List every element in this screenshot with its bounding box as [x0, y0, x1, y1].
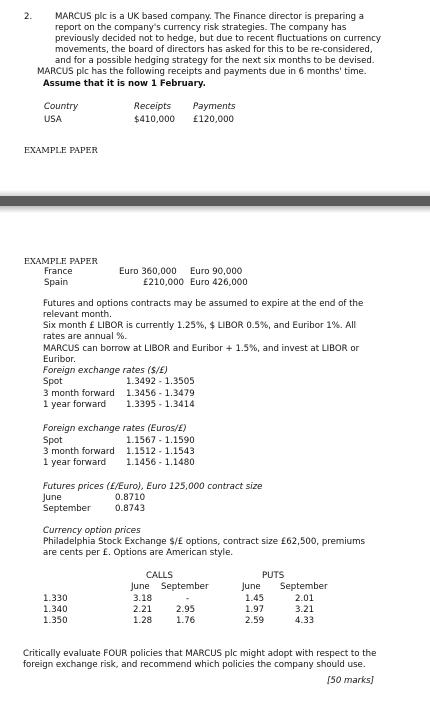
- row-usa-payments: £120,000: [193, 115, 235, 125]
- row-usa-country: USA: [44, 115, 62, 125]
- page-break-band: [0, 196, 430, 206]
- put-june-3: 2.59: [245, 616, 265, 626]
- fx-eur-1y-value: 1.1456 - 1.1480: [126, 458, 195, 468]
- puts-sep-header: September: [280, 582, 328, 592]
- calls-header: CALLS: [146, 571, 173, 581]
- futures-note-2: relevant month.: [43, 310, 112, 320]
- intro-line-1: MARCUS plc is a UK based company. The Finance director is preparing a: [55, 12, 365, 22]
- call-sep-3: 1.76: [176, 616, 196, 626]
- fx-usd-1y-value: 1.3395 - 1.3414: [126, 400, 195, 410]
- fx-usd-3m-value: 1.3456 - 1.3479: [126, 389, 195, 399]
- fx-eur-title: Foreign exchange rates (Euros/£): [43, 424, 187, 434]
- fx-eur-1y-label: 1 year forward: [43, 458, 107, 468]
- call-june-2: 2.21: [133, 605, 153, 615]
- futures-june-label: June: [43, 493, 62, 503]
- borrow-line-1: MARCUS can borrow at LIBOR and Euribor + 1.5%, and invest at LIBOR or: [43, 344, 360, 354]
- question-number: 2.: [24, 12, 33, 22]
- header-country: Country: [44, 102, 79, 112]
- intro-line-3: previously decided not to hedge, but due to recent fluctuations on currency: [55, 34, 381, 44]
- page-break-bottom-shadow: [0, 206, 430, 213]
- header-payments: Payments: [193, 102, 236, 112]
- fx-usd-spot-label: Spot: [43, 377, 63, 387]
- header-receipts: Receipts: [134, 102, 171, 112]
- intro-line-4: movements, the board of directors has asked for this to be re-considered,: [55, 45, 373, 55]
- assume-line: Assume that it is now 1 February.: [43, 79, 206, 89]
- libor-line-1: Six month £ LIBOR is currently 1.25%, $ LIBOR 0.5%, and Euribor 1%. All: [43, 321, 357, 331]
- futures-title: Futures prices (£/Euro), Euro 125,000 contract size: [43, 482, 263, 492]
- row-france-receipts: Euro 360,000: [119, 267, 177, 277]
- puts-header: PUTS: [262, 571, 285, 581]
- put-sep-3: 4.33: [295, 616, 315, 626]
- fx-usd-1y-label: 1 year forward: [43, 400, 107, 410]
- intro-line-2: report on the company's currency risk strategies. The company has: [55, 23, 347, 33]
- strike-1: 1.330: [43, 594, 68, 604]
- put-june-2: 1.97: [245, 605, 265, 615]
- row-spain-country: Spain: [44, 278, 69, 288]
- call-june-1: 3.18: [133, 594, 153, 604]
- fx-eur-3m-value: 1.1512 - 1.1543: [126, 447, 195, 457]
- row-spain-receipts: £210,000: [143, 278, 185, 288]
- call-sep-1: -: [186, 594, 190, 604]
- fx-eur-spot-label: Spot: [43, 436, 63, 446]
- receipts-intro: MARCUS plc has the following receipts and payments due in 6 months' time.: [37, 67, 367, 77]
- libor-line-2: rates are annual %.: [43, 332, 128, 342]
- futures-note-1: Futures and options contracts may be assumed to expire at the end of the: [43, 299, 364, 309]
- borrow-line-2: Euribor.: [43, 355, 76, 365]
- call-june-3: 1.28: [133, 616, 153, 626]
- puts-june-header: June: [242, 582, 261, 592]
- marks-label: [50 marks]: [327, 676, 374, 686]
- options-desc-1: Philadelphia Stock Exchange $/£ options, contract size £62,500, premiums: [43, 537, 365, 547]
- futures-sep-value: 0.8743: [115, 504, 146, 514]
- row-spain-payments: Euro 426,000: [190, 278, 248, 288]
- put-sep-2: 3.21: [295, 605, 315, 615]
- futures-sep-label: September: [43, 504, 91, 514]
- row-france-payments: Euro 90,000: [190, 267, 243, 277]
- futures-june-value: 0.8710: [115, 493, 146, 503]
- put-june-1: 1.45: [245, 594, 265, 604]
- row-usa-receipts: $410,000: [134, 115, 176, 125]
- fx-eur-spot-value: 1.1567 - 1.1590: [126, 436, 195, 446]
- fx-usd-spot-value: 1.3492 - 1.3505: [126, 377, 195, 387]
- requirement-line-1: Critically evaluate FOUR policies that MARCUS plc might adopt with respect to the: [23, 649, 377, 659]
- strike-3: 1.350: [43, 616, 68, 626]
- intro-line-5: and for a possible hedging strategy for the next six months to be devised.: [55, 56, 375, 66]
- call-sep-2: 2.95: [176, 605, 196, 615]
- watermark-top: EXAMPLE PAPER: [24, 145, 98, 155]
- calls-sep-header: September: [161, 582, 209, 592]
- requirement-line-2: foreign exchange risk, and recommend which policies the company should use.: [23, 660, 366, 670]
- strike-2: 1.340: [43, 605, 68, 615]
- put-sep-1: 2.01: [295, 594, 315, 604]
- row-france-country: France: [44, 267, 73, 277]
- calls-june-header: June: [131, 582, 150, 592]
- fx-usd-3m-label: 3 month forward: [43, 389, 115, 399]
- fx-usd-title: Foreign exchange rates ($/£): [43, 366, 168, 376]
- watermark-bottom: EXAMPLE PAPER: [24, 256, 98, 266]
- fx-eur-3m-label: 3 month forward: [43, 447, 115, 457]
- options-title: Currency option prices: [43, 526, 141, 536]
- options-desc-2: are cents per £. Options are American style.: [43, 548, 234, 558]
